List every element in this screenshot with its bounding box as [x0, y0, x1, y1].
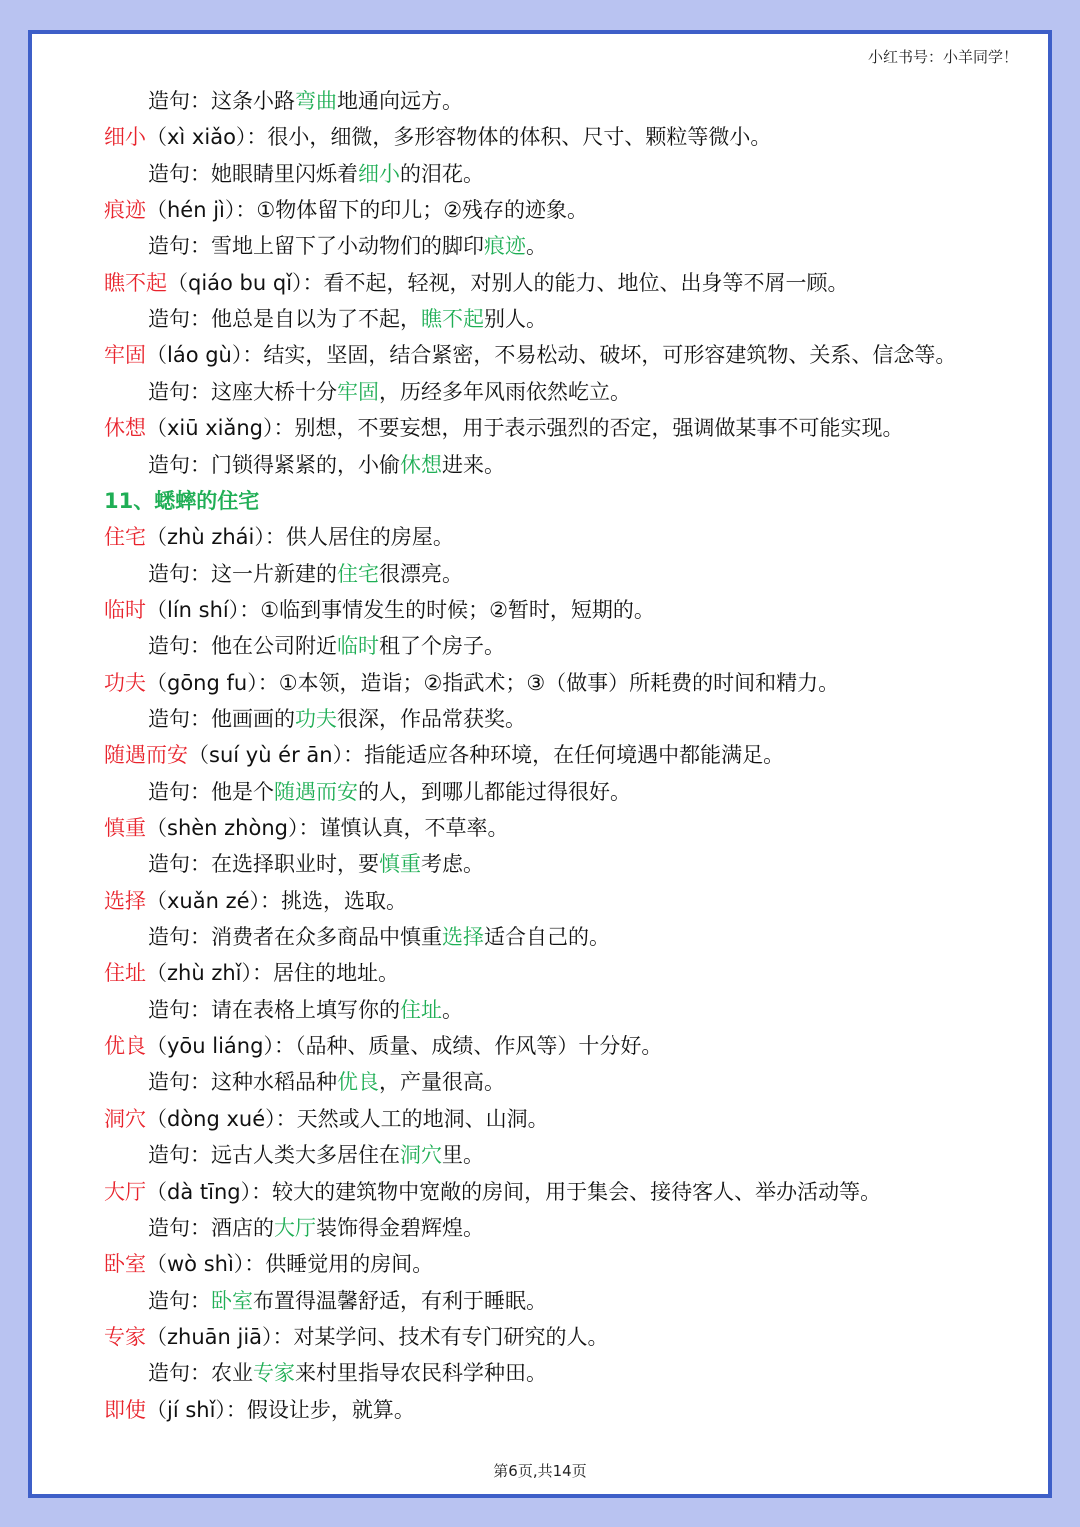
example-sentence — [148, 559, 463, 589]
example-sentence — [148, 704, 526, 734]
vocab-definition: （jí shǐ）：假设让步，就算。 — [146, 1397, 415, 1422]
vocab-entry — [104, 1104, 549, 1134]
example-highlight: 选择 — [442, 925, 484, 950]
example-text-before: 造句：他在公司附近 — [148, 634, 337, 659]
example-text-before: 造句：这条小路 — [148, 89, 295, 113]
example-text-before: 造句：这座大桥十分 — [148, 379, 337, 404]
vocab-entry — [104, 522, 454, 552]
example-sentence — [148, 1140, 484, 1170]
vocab-term: 大厅 — [104, 1179, 146, 1204]
example-highlight: 临时 — [337, 634, 379, 659]
example-highlight: 慎重 — [379, 852, 421, 877]
example-sentence — [148, 377, 631, 407]
vocab-term: 选择 — [104, 888, 146, 913]
example-highlight: 细小 — [358, 161, 400, 186]
vocab-definition: （lín shí）：①临到事情发生的时候；②暂时，短期的。 — [146, 597, 655, 622]
example-text-after: ，历经多年风雨依然屹立。 — [379, 379, 631, 404]
example-highlight: 休想 — [400, 452, 442, 477]
example-text-before: 造句：远古人类大多居住在 — [148, 1143, 400, 1168]
example-text-after: 适合自己的。 — [484, 925, 610, 950]
example-text-after: 的人，到哪儿都能过得很好。 — [358, 779, 631, 804]
vocab-definition: （dà tīng）：较大的建筑物中宽敞的房间，用于集会、接待客人、举办活动等。 — [146, 1179, 882, 1204]
vocab-entry — [104, 668, 839, 698]
example-text-before: 造句：他是个 — [148, 779, 274, 804]
vocab-term: 休想 — [104, 416, 146, 441]
example-sentence — [148, 995, 463, 1025]
vocab-term: 痕迹 — [104, 198, 146, 223]
example-highlight: 痕迹 — [484, 234, 526, 259]
example-text-after: 。 — [526, 234, 547, 259]
example-text-before: 造句：消费者在众多商品中慎重 — [148, 925, 442, 950]
vocab-entry — [104, 1031, 662, 1061]
example-text-before: 造句：酒店的 — [148, 1215, 274, 1240]
vocab-term: 慎重 — [104, 816, 146, 840]
example-text-after: 装饰得金碧辉煌。 — [316, 1215, 484, 1240]
example-highlight: 随遇而安 — [274, 779, 358, 804]
example-sentence — [148, 231, 547, 261]
vocab-term: 专家 — [104, 1324, 146, 1349]
example-highlight: 优良 — [337, 1070, 379, 1095]
vocab-entry — [104, 958, 399, 988]
vocab-term: 细小 — [104, 125, 146, 150]
example-sentence — [148, 777, 631, 807]
example-text-before: 造句：他画画的 — [148, 706, 295, 731]
section-title — [104, 486, 259, 516]
header-note: 小红书号：小羊同学！ — [867, 48, 1018, 66]
example-highlight: 住址 — [400, 997, 442, 1022]
vocab-entry — [104, 740, 784, 770]
vocab-entry — [104, 1322, 609, 1352]
vocab-entry — [104, 813, 508, 843]
vocab-term: 卧室 — [104, 1252, 146, 1277]
example-highlight: 牢固 — [337, 379, 379, 404]
example-sentence — [148, 450, 505, 480]
example-sentence — [148, 1358, 547, 1388]
example-text-after: 里。 — [442, 1143, 484, 1168]
vocab-term: 优良 — [104, 1034, 146, 1059]
vocab-definition: （zhù zhái）：供人居住的房屋。 — [146, 525, 454, 550]
example-sentence — [148, 1286, 547, 1316]
vocab-term: 临时 — [104, 597, 146, 622]
vocab-term: 洞穴 — [104, 1106, 146, 1131]
example-text-before: 造句：她眼睛里闪烁着 — [148, 161, 358, 186]
vocab-definition: （gōng fu）：①本领，造诣；②指武术；③（做事）所耗费的时间和精力。 — [146, 670, 840, 695]
vocab-term: 功夫 — [104, 670, 146, 695]
document-page — [28, 30, 1052, 1498]
vocab-term: 即使 — [104, 1397, 146, 1422]
vocab-term: 随遇而安 — [104, 743, 188, 768]
vocab-term: 牢固 — [104, 343, 146, 368]
example-highlight: 洞穴 — [400, 1143, 442, 1168]
vocab-entry — [104, 413, 904, 443]
vocab-term: 住址 — [104, 961, 146, 986]
example-text-before: 造句：在选择职业时，要 — [148, 852, 379, 877]
vocab-entry — [104, 1249, 433, 1279]
example-text-before: 造句：农业 — [148, 1361, 253, 1386]
vocab-entry — [104, 122, 771, 152]
vocab-definition: （yōu liáng）：（品种、质量、成绩、作风等）十分好。 — [146, 1034, 663, 1059]
vocab-definition: （hén jì）：①物体留下的印儿；②残存的迹象。 — [146, 198, 589, 223]
example-text-before: 造句： — [148, 1288, 211, 1313]
vocab-definition: （xuǎn zé）：挑选，选取。 — [146, 888, 408, 913]
vocab-definition: （xì xiǎo）：很小，细微，多形容物体的体积、尺寸、颗粒等微小。 — [146, 125, 772, 150]
example-highlight: 专家 — [253, 1361, 295, 1386]
vocab-definition: （suí yù ér ān）：指能适应各种环境，在任何境遇中都能满足。 — [188, 743, 785, 768]
example-text-after: 很深，作品常获奖。 — [337, 706, 526, 731]
example-text-after: 进来。 — [442, 452, 505, 477]
example-text-after: 。 — [442, 997, 463, 1022]
vocab-entry — [104, 595, 655, 625]
example-sentence — [148, 1067, 505, 1097]
example-text-after: 考虑。 — [421, 852, 484, 877]
example-text-after: 布置得温馨舒适，有利于睡眠。 — [253, 1288, 547, 1313]
example-text-after: 的泪花。 — [400, 161, 484, 186]
vocab-definition: （dòng xué）：天然或人工的地洞、山洞。 — [146, 1106, 549, 1131]
example-highlight: 住宅 — [337, 561, 379, 586]
vocab-entry — [104, 1395, 415, 1425]
vocab-entry — [104, 886, 407, 916]
example-sentence — [148, 304, 547, 334]
example-highlight: 弯曲 — [295, 89, 337, 113]
vocab-entry — [104, 268, 849, 298]
example-sentence — [148, 159, 484, 189]
vocab-entry — [104, 195, 588, 225]
example-highlight: 功夫 — [295, 706, 337, 731]
vocab-definition: （wò shì）：供睡觉用的房间。 — [146, 1252, 434, 1277]
vocab-definition: （xiū xiǎng）：别想，不要妄想，用于表示强烈的否定，强调做某事不可能实现。 — [146, 416, 904, 441]
example-text-after: 很漂亮。 — [379, 561, 463, 586]
vocab-entry — [104, 340, 956, 370]
example-text-before: 造句：雪地上留下了小动物们的脚印 — [148, 234, 484, 259]
section-title-text: 11、蟋蟀的住宅 — [104, 488, 260, 513]
vocab-term: 住宅 — [104, 525, 146, 550]
vocab-definition: （zhù zhǐ）：居住的地址。 — [146, 961, 399, 986]
example-sentence — [148, 86, 463, 116]
example-text-before: 造句：这一片新建的 — [148, 561, 337, 586]
example-sentence — [148, 631, 505, 661]
example-text-after: 来村里指导农民科学种田。 — [295, 1361, 547, 1386]
example-text-before: 造句：他总是自以为了不起， — [148, 307, 421, 332]
page-footer: 第6页,共14页 — [493, 1462, 587, 1480]
example-text-after: 别人。 — [484, 307, 547, 332]
example-highlight: 瞧不起 — [421, 307, 484, 332]
vocab-definition: （zhuān jiā）：对某学问、技术有专门研究的人。 — [146, 1324, 609, 1349]
example-highlight: 大厅 — [274, 1215, 316, 1240]
example-text-after: 租了个房子。 — [379, 634, 505, 659]
vocab-definition: （shèn zhòng）：谨慎认真，不草率。 — [146, 816, 509, 840]
example-text-after: 地通向远方。 — [337, 89, 463, 113]
example-sentence — [148, 1213, 484, 1243]
example-text-before: 造句：请在表格上填写你的 — [148, 997, 400, 1022]
example-sentence — [148, 849, 484, 879]
vocab-term: 瞧不起 — [104, 270, 167, 295]
example-text-after: ，产量很高。 — [379, 1070, 505, 1095]
vocab-definition: （láo gù）：结实，坚固，结合紧密，不易松动、破坏，可形容建筑物、关系、信念等。 — [146, 343, 957, 368]
example-sentence — [148, 922, 610, 952]
example-highlight: 卧室 — [211, 1288, 253, 1313]
vocab-entry — [104, 1177, 881, 1207]
example-text-before: 造句：门锁得紧紧的，小偷 — [148, 452, 400, 477]
example-text-before: 造句：这种水稻品种 — [148, 1070, 337, 1095]
vocab-definition: （qiáo bu qǐ）：看不起，轻视，对别人的能力、地位、出身等不屑一顾。 — [167, 270, 849, 295]
